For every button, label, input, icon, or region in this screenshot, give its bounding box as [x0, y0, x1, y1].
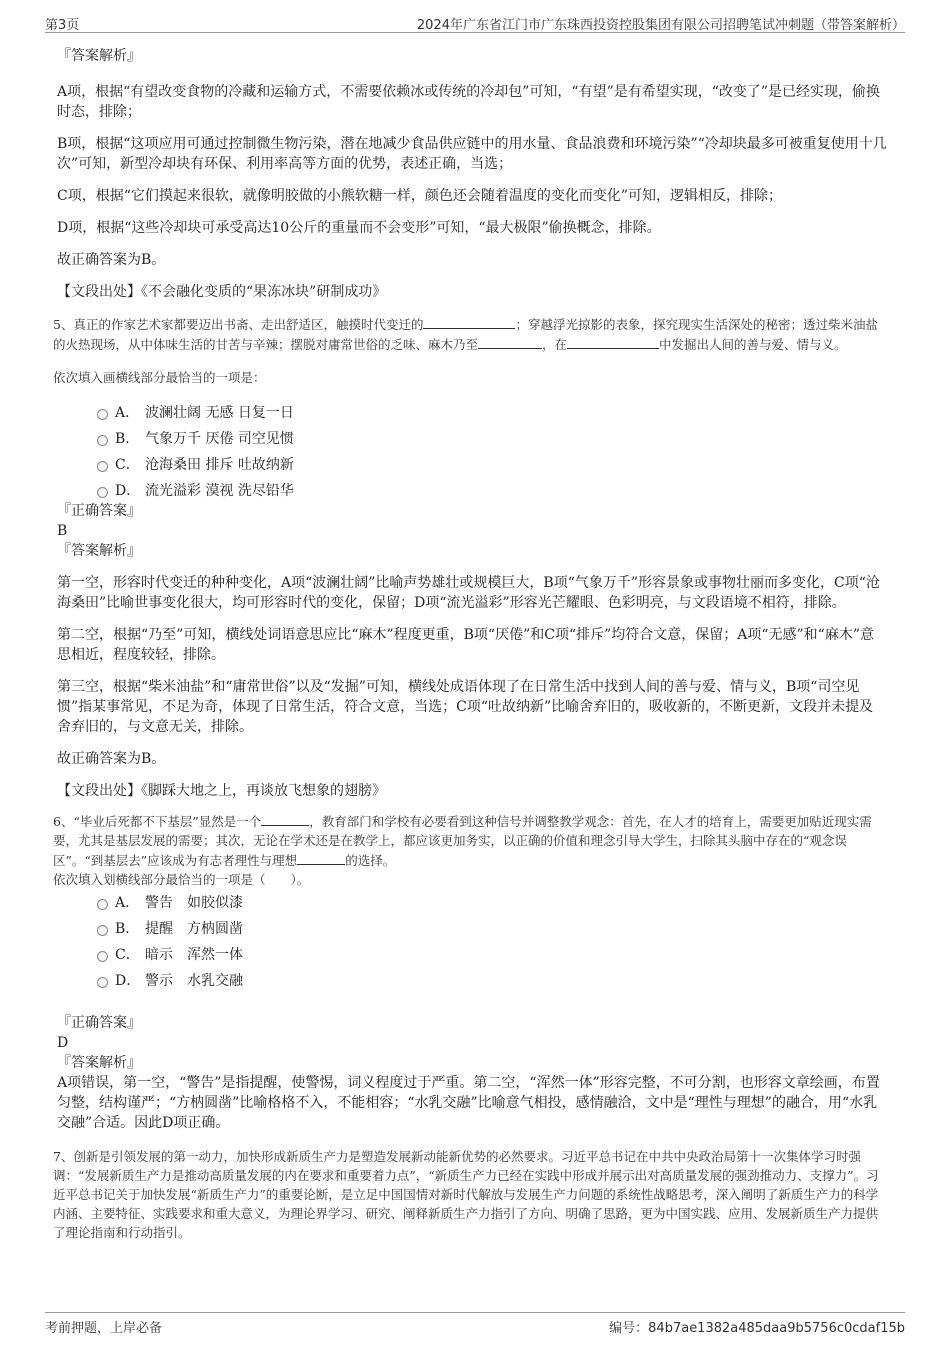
q4-analysis-a: A项，根据“有望改变食物的冷藏和运输方式，不需要依赖冰或传统的冷却包”可知，“有望”是有希望实现，“改变了”是已经实现，偷换时态，排除； — [57, 84, 881, 120]
q5-blank-1 — [423, 314, 515, 329]
q5-analysis-1: 第一空，形容时代变迁的种种变化，A项“波澜壮阔”比喻声势雄壮或规模巨大，B项“气象万千”形容景象或事物壮丽而多变化，C项“沧海桑田”比喻世事变化很大，均可形容时代的变化，保留；D项“流光溢彩”形容光芒耀眼、色彩明亮，与文段语境不相符，排除。 — [57, 575, 880, 611]
q5-stem-part: ，在 — [542, 337, 568, 352]
q5-source: 【文段出处】《脚踩大地之上，再谈放飞想象的翅膀》 — [57, 783, 386, 799]
q6-analysis: A项错误，第一空，“警告”是指提醒，使警惕，词义程度过于严重。第二空，“浑然一体”形容完整，不可分割，也形容文章绘画，布置匀整，结构谨严；“方枘圆凿”比喻格格不入，不能相容；“水乳交融”比喻意气相投，感情融洽，文中是“理性与理想”的融合，用“水乳交融”合适。因此D项正确。 — [57, 1075, 880, 1131]
q4-analysis-d: D项，根据“这些冷却块可承受高达10公斤的重量而不会变形”可知，“最大极限”偷换概念，排除。 — [57, 220, 661, 236]
q5-blank-3 — [567, 334, 659, 349]
q5-analysis-label: 『答案解析』 — [57, 543, 141, 559]
radio-icon[interactable] — [97, 925, 108, 936]
q6-option-b[interactable]: B． 提醒 方枘圆凿 — [57, 919, 887, 939]
q5-options — [57, 403, 887, 501]
radio-icon[interactable] — [97, 899, 108, 910]
q6-stem-part: 6、“毕业后死都不下基层”显然是一个 — [53, 814, 262, 829]
q6-answer: D — [57, 1035, 69, 1051]
q7-stem: 7、创新是引领发展的第一动力，加快形成新质生产力是塑造发展新动能新优势的必然要求。习近平总书记在中共中央政治局第十一次集体学习时强调：“发展新质生产力是推动高质量发展的内在要求和重要着力点”，“新质生产力已经在实践中形成并展示出对高质量发展的强劲推动力、支撑力”。习近平总书记关于加快发展“新质生产力”的重要论断，是立足中国国情对新时代解放与发展生产力问题的系统性战略思考，深入阐明了新质生产力的科学内涵、主要特征、实践要求和重大意义，为理论界学习、研究、阐释新质生产力指引了方向、明确了思路，更为中国实践、应用、发展新质生产力提供了理论指南和行动指引。 — [53, 1149, 879, 1240]
q5-prompt: 依次填入画横线部分最恰当的一项是： — [53, 370, 266, 385]
q6-stem — [53, 811, 887, 870]
q5-stem-part: ；穿越浮光掠影的表象，探究现实生活深处的秘密；透过柴米油盐的火热现场，从中体味生活的甘苦与辛辣；摆脱对庸常世俗的乏味、麻木乃至 — [53, 317, 878, 352]
q5-stem-part: 中发掘出人间的善与爱、情与义。 — [659, 337, 847, 352]
radio-icon[interactable] — [97, 435, 108, 446]
q6-prompt: 依次填入划横线部分最恰当的一项是（ ）。 — [53, 872, 310, 887]
q5-option-d[interactable]: D． 流光溢彩 漠视 洗尽铅华 — [57, 481, 887, 501]
page-content — [53, 40, 887, 1242]
radio-icon[interactable] — [97, 461, 108, 472]
q6-analysis-label: 『答案解析』 — [57, 1055, 141, 1071]
q5-conclusion: 故正确答案为B。 — [57, 751, 166, 767]
q4-source: 【文段出处】《不会融化变质的“果冻冰块”研制成功》 — [57, 284, 387, 300]
q5-option-a[interactable]: A． 波澜壮阔 无感 日复一日 — [57, 403, 887, 423]
footer-serial: 编号：84b7ae1382a485daa9b5756c0cdaf15b — [609, 1321, 905, 1336]
page-footer — [45, 1312, 905, 1335]
q4-analysis-c: C项，根据“它们摸起来很软，就像明胶做的小熊软糖一样，颜色还会随着温度的变化而变化”可知，逻辑相反，排除； — [57, 188, 783, 204]
q6-option-c[interactable]: C． 暗示 浑然一体 — [57, 945, 887, 965]
document-title: 2024年广东省江门市广东珠西投资控股集团有限公司招聘笔试冲刺题（带答案解析） — [416, 18, 905, 33]
q5-answer-label: 『正确答案』 — [57, 503, 141, 519]
q6-blank-2 — [297, 850, 345, 865]
footer-slogan: 考前押题，上岸必备 — [45, 1321, 163, 1336]
q5-blank-2 — [478, 334, 542, 349]
q5-option-b[interactable]: B． 气象万千 厌倦 司空见惯 — [57, 429, 887, 449]
q6-answer-label: 『正确答案』 — [57, 1015, 141, 1031]
q5-analysis-2: 第二空，根据“乃至”可知，横线处词语意思应比“麻木”程度更重，B项“厌倦”和C项“排斥”均符合文意，保留；A项“无感”和“麻木”意思相近，程度较轻，排除。 — [57, 627, 874, 663]
radio-icon[interactable] — [97, 951, 108, 962]
radio-icon[interactable] — [97, 977, 108, 988]
q4-conclusion: 故正确答案为B。 — [57, 252, 166, 268]
q4-analysis-b: B项，根据“这项应用可通过控制微生物污染，潜在地减少食品供应链中的用水量、食品浪费和环境污染”“冷却块最多可被重复使用十几次”可知，新型冷却块有环保、利用率高等方面的优势，表述正确，当选； — [57, 136, 887, 172]
q6-option-d[interactable]: D． 警示 水乳交融 — [57, 971, 887, 991]
q6-stem-part: ，教育部门和学校有必要看到这种信号并调整教学观念：首先，在人才的培育上，需要更加贴近现实需要，尤其是基层发展的需要；其次，无论在学术还是在教学上，都应该更加务实，以正确的价值和理念引导大学生，扫除其头脑中存在的“观念误区”。“到基层去”应该成为有志者理性与理想 — [53, 814, 872, 868]
q5-analysis-3: 第三空，根据“柴米油盐”和“庸常世俗”以及“发掘”可知，横线处成语体现了在日常生活中找到人间的善与爱、情与义，B项“司空见惯”指某事常见，不足为奇，体现了日常生活，符合文意，当选；C项“吐故纳新”比喻舍弃旧的，吸收新的，不断更新，文段并未提及舍弃旧的，与文意无关，排除。 — [57, 679, 874, 735]
q6-options — [57, 893, 887, 991]
page-number: 第3页 — [45, 18, 80, 33]
radio-icon[interactable] — [97, 487, 108, 498]
q5-stem-part: 5、真正的作家艺术家都要迈出书斋、走出舒适区，触摸时代变迁的 — [53, 317, 424, 332]
page-header — [45, 12, 905, 33]
q5-answer: B — [57, 523, 68, 539]
q6-option-a[interactable]: A． 警告 如胶似漆 — [57, 893, 887, 913]
q6-blank-1 — [261, 811, 309, 826]
q5-stem — [53, 314, 887, 354]
q5-option-c[interactable]: C． 沧海桑田 排斥 吐故纳新 — [57, 455, 887, 475]
q6-stem-part: 的选择。 — [345, 853, 396, 868]
radio-icon[interactable] — [97, 409, 108, 420]
q4-analysis-label: 『答案解析』 — [57, 48, 141, 64]
